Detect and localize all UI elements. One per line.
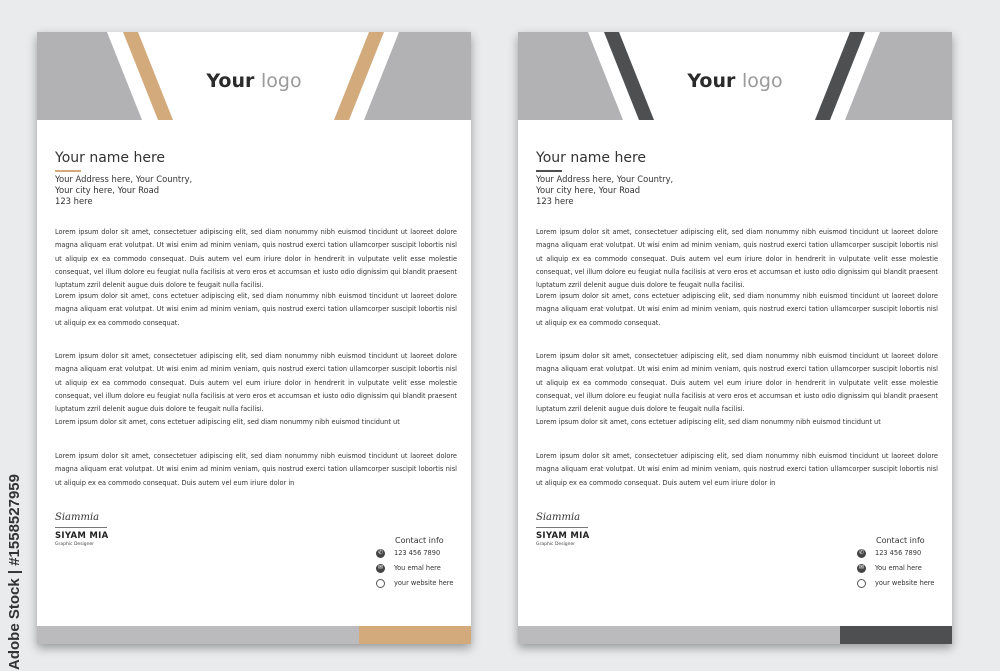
address-line: 123 here [55, 196, 93, 206]
address-line: 123 here [536, 196, 574, 206]
signature-line [536, 527, 588, 528]
logo-word-logo: logo [261, 70, 302, 92]
contact-website: your website here [394, 579, 454, 587]
contact-email: You emal here [875, 564, 922, 572]
name-underline [536, 170, 562, 172]
sender-name: Your name here [536, 150, 647, 166]
stock-credit-watermark: Adobe Stock | #1558527959 [6, 474, 23, 670]
address-line: Your Address here, Your Country, [536, 174, 674, 184]
letterhead-gold [37, 32, 471, 644]
body-paragraph: Lorem ipsum dolor sit amet, consectetuer adipiscing elit, sed diam nonummy nibh euismod tincidunt ut laoreet dolore magna aliquam erat volutpat. Ut wisi enim ad minim veniam, quis nostrud exerci tation ullamcorper suscipit lobortis nisl ut aliquip ex ea commodo consequat. Duis autem vel eum iriure dolor in hendrerit in vulputate velit esse molestie consequat, vel illum dolore eu feugiat nulla facilisis at vero eros et accumsan et iusto odio dignissim qui blandit praesent luptatum zzril delenit augue duis dolore te feugait nulla facilisi. [536, 352, 938, 414]
email-icon: ✉ [858, 565, 865, 571]
signer-title: Graphic Designer [55, 542, 95, 547]
signature-line [55, 527, 107, 528]
sender-name: Your name here [55, 150, 166, 166]
signer-name: SIYAM MIA [536, 531, 590, 541]
body-paragraph: Lorem ipsum dolor sit amet, cons ectetuer adipiscing elit, sed diam nonummy nibh euismod tincidunt ut [536, 418, 881, 426]
body-paragraph: Lorem ipsum dolor sit amet, consectetuer adipiscing elit, sed diam nonummy nibh euismod tincidunt ut laoreet dolore magna aliquam erat volutpat. Ut wisi enim ad minim veniam, quis nostrud exerci tation ullamcorper suscipit lobortis nisl ut aliquip ex ea commodo consequat. Duis autem vel eum iriure dolor in [55, 452, 457, 487]
body-paragraph: Lorem ipsum dolor sit amet, consectetuer adipiscing elit, sed diam nonummy nibh euismod tincidunt ut laoreet dolore magna aliquam erat volutpat. Ut wisi enim ad minim veniam, quis nostrud exerci tation ullamcorper suscipit lobortis nisl ut aliquip ex ea commodo consequat. Duis autem vel eum iriure dolor in hendrerit in vulputate velit esse molestie consequat, vel illum dolore eu feugiat nulla facilisis at vero eros et accumsan et iusto odio dignissim qui blandit praesent luptatum zzril delenit augue duis dolore te feugait nulla facilisi. [55, 352, 457, 414]
contact-phone: 123 456 7890 [875, 549, 922, 557]
signer-name: SIYAM MIA [55, 531, 109, 541]
logo [518, 70, 952, 92]
body-paragraph: Lorem ipsum dolor sit amet, consectetuer adipiscing elit, sed diam nonummy nibh euismod tincidunt ut laoreet dolore magna aliquam erat volutpat. Ut wisi enim ad minim veniam, quis nostrud exerci tation ullamcorper suscipit lobortis nisl ut aliquip ex ea commodo consequat. Duis autem vel eum iriure dolor in hendrerit in vulputate velit esse molestie consequat, vel illum dolore eu feugiat nulla facilisis at vero eros et accumsan et iusto odio dignissim qui blandit praesent luptatum zzril delenit augue duis dolore te feugait nulla facilisi. [536, 228, 938, 290]
signature: Siammia [536, 512, 581, 523]
address-line: Your city here, Your Road [536, 185, 641, 195]
body-paragraph: Lorem ipsum dolor sit amet, consectetuer adipiscing elit, sed diam nonummy nibh euismod tincidunt ut laoreet dolore magna aliquam erat volutpat. Ut wisi enim ad minim veniam, quis nostrud exerci tation ullamcorper suscipit lobortis nisl ut aliquip ex ea commodo consequat. Duis autem vel eum iriure dolor in hendrerit in vulputate velit esse molestie consequat, vel illum dolore eu feugiat nulla facilisis at vero eros et accumsan et iusto odio dignissim qui blandit praesent luptatum zzril delenit augue duis dolore te feugait nulla facilisi. [55, 228, 457, 290]
logo-word-logo: logo [742, 70, 783, 92]
logo-word-your: Your [687, 70, 736, 92]
signer-title: Graphic Designer [536, 542, 576, 547]
logo-word-your: Your [206, 70, 255, 92]
body-paragraph: Lorem ipsum dolor sit amet, cons ectetuer adipiscing elit, sed diam nonummy nibh euismod tincidunt ut laoreet dolore magna aliquam erat volutpat. Ut wisi enim ad minim veniam, quis nostrud exerci tation ullamcorper suscipit lobortis nisl ut aliquip ex ea commodo consequat. [55, 292, 457, 327]
body-paragraph: Lorem ipsum dolor sit amet, cons ectetuer adipiscing elit, sed diam nonummy nibh euismod tincidunt ut [55, 418, 400, 426]
contact-website: your website here [875, 579, 935, 587]
body-paragraph: Lorem ipsum dolor sit amet, consectetuer adipiscing elit, sed diam nonummy nibh euismod tincidunt ut laoreet dolore magna aliquam erat volutpat. Ut wisi enim ad minim veniam, quis nostrud exerci tation ullamcorper suscipit lobortis nisl ut aliquip ex ea commodo consequat. Duis autem vel eum iriure dolor in [536, 452, 938, 487]
name-underline [55, 170, 81, 172]
contact-phone: 123 456 7890 [394, 549, 441, 557]
letterhead-dark [518, 32, 952, 644]
sender-address [55, 174, 192, 207]
email-icon: ✉ [377, 565, 384, 571]
globe-icon [857, 579, 866, 588]
logo [37, 70, 471, 92]
contact-email: You emal here [394, 564, 441, 572]
globe-icon [376, 579, 385, 588]
address-line: Your Address here, Your Country, [55, 174, 193, 184]
phone-icon: ✆ [858, 550, 865, 556]
signature: Siammia [55, 512, 100, 523]
contact-title: Contact info [395, 536, 444, 545]
sender-address [536, 174, 673, 207]
address-line: Your city here, Your Road [55, 185, 160, 195]
body-paragraph: Lorem ipsum dolor sit amet, cons ectetuer adipiscing elit, sed diam nonummy nibh euismod tincidunt ut laoreet dolore magna aliquam erat volutpat. Ut wisi enim ad minim veniam, quis nostrud exerci tation ullamcorper suscipit lobortis nisl ut aliquip ex ea commodo consequat. [536, 292, 938, 327]
footer-accent-bar [359, 626, 471, 644]
phone-icon: ✆ [377, 550, 384, 556]
footer-accent-bar [840, 626, 952, 644]
contact-title: Contact info [876, 536, 925, 545]
